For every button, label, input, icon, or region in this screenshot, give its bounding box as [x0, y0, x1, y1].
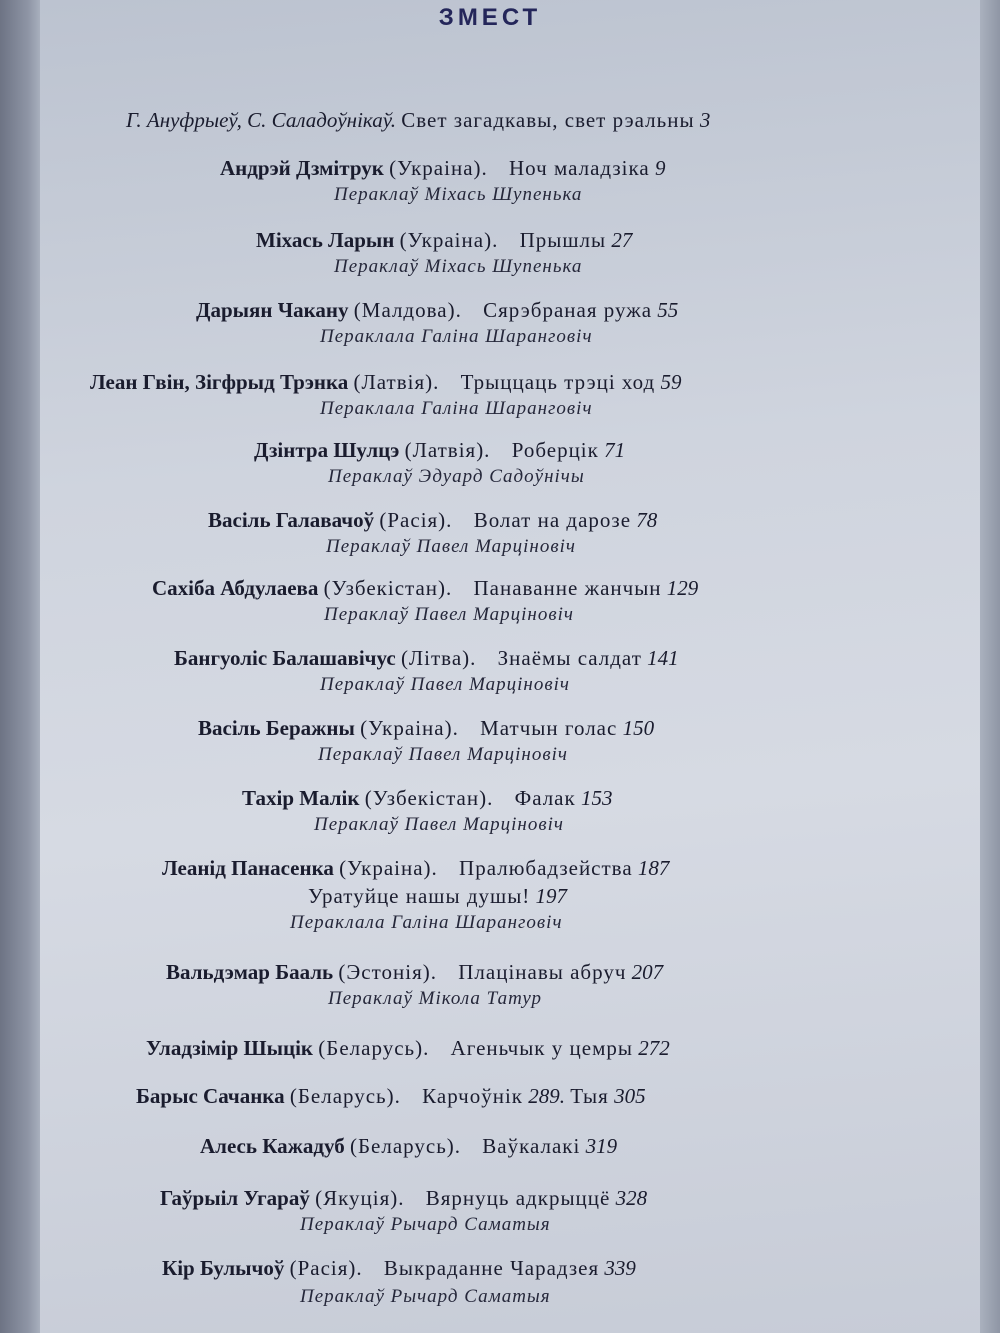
entry-page-number: 59	[660, 370, 682, 394]
entry-translator: Пераклаў Эдуард Садоўнічы	[328, 466, 585, 487]
preface-title: Свет загадкавы, свет рэальны	[401, 108, 695, 132]
toc-entry	[242, 786, 612, 811]
entry-title: Трыццаць трэці ход	[460, 370, 656, 394]
entry-author: Дзінтра Шулцэ	[254, 438, 400, 462]
toc-entry-second-work	[308, 884, 567, 909]
toc-entry	[200, 1134, 617, 1159]
preface-page-number: 3	[699, 108, 711, 132]
entry-translator: Пераклаў Павел Марціновіч	[324, 604, 574, 625]
entry-country: (Украіна).	[339, 856, 438, 880]
entry-country: (Расія).	[289, 1256, 363, 1280]
entry-country: (Украіна).	[399, 228, 499, 252]
entry-author: Бангуоліс Балашавічус	[174, 646, 396, 670]
entry-title: Вярнуць адкрыццё	[425, 1186, 611, 1210]
entry-page-number: 207	[631, 960, 664, 984]
entry-translator: Пераклаў Рычард Саматыя	[300, 1286, 551, 1307]
toc-entry	[196, 298, 678, 323]
toc-entry	[254, 438, 625, 463]
entry-title: Тыя	[570, 1084, 609, 1108]
entry-title: Пралюбадзейства	[459, 856, 633, 880]
toc-entry	[146, 1036, 670, 1061]
toc-entry	[152, 576, 698, 601]
entry-translator: Пераклаў Павел Марціновіч	[314, 814, 564, 835]
entry-author: Вальдэмар Бааль	[166, 960, 334, 984]
page-title: ЗМЕСТ	[438, 4, 542, 31]
entry-author: Тахір Малік	[242, 786, 360, 810]
toc-entry-preface	[126, 108, 710, 133]
preface-authors: Г. Ануфрыеў, С. Саладоўнікаў.	[126, 108, 396, 132]
entry-translator: Пераклаў Павел Марціновіч	[318, 744, 568, 765]
entry-title: Карчоўнік	[422, 1084, 524, 1108]
entry-title: Знаёмы салдат	[497, 646, 642, 670]
entry-title: Выкраданне Чарадзея	[383, 1256, 600, 1280]
entry-author: Уладзімір Шыцік	[146, 1036, 314, 1060]
entry-country: (Украіна).	[360, 716, 459, 740]
entry-page-number: 71	[604, 438, 626, 462]
entry-title: Роберцік	[511, 438, 599, 462]
entry-page-number: 141	[647, 646, 679, 670]
entry-page-number: 272	[638, 1036, 670, 1060]
entry-translator: Пераклаў Павел Марціновіч	[326, 536, 576, 557]
entry-page-number: 9	[654, 156, 666, 180]
toc-entry	[160, 1186, 647, 1211]
entry-page-number: 339	[604, 1256, 636, 1280]
entry-author: Андрэй Дзмітрук	[220, 156, 384, 180]
entry-title: Ноч маладзіка	[509, 156, 650, 180]
entry-translator: Пераклала Галіна Шаранговіч	[320, 326, 593, 347]
entry-title: Фалак	[514, 786, 576, 810]
entry-title: Уратуйце нашы душы!	[308, 884, 531, 908]
entry-translator: Пераклаў Рычард Саматыя	[300, 1214, 551, 1235]
entry-page-number: 305	[614, 1084, 646, 1108]
toc-entry	[90, 370, 681, 395]
entry-country: (Малдова).	[353, 298, 462, 322]
entry-page-number: 187	[637, 856, 670, 880]
entry-author: Васіль Беражны	[198, 716, 355, 740]
toc-entry	[198, 716, 654, 741]
entry-translator: Пераклаў Міхась Шупенька	[334, 184, 583, 205]
entry-page-number: 289.	[528, 1084, 566, 1108]
entry-translator: Пераклала Галіна Шаранговіч	[290, 912, 563, 933]
entry-country: (Узбекістан).	[323, 576, 453, 600]
toc-entry	[208, 508, 657, 533]
entry-country: (Узбекістан).	[364, 786, 494, 810]
entry-title: Панаванне жанчын	[473, 576, 662, 600]
entry-page-number: 197	[535, 884, 568, 908]
entry-author: Леан Гвін, Зігфрыд Трэнка	[90, 370, 349, 394]
entry-translator: Пераклаў Павел Марціновіч	[320, 674, 570, 695]
entry-author: Барыс Сачанка	[136, 1084, 285, 1108]
entry-author: Кір Булычоў	[162, 1256, 285, 1280]
entry-country: (Літва).	[400, 646, 477, 670]
entry-page-number: 150	[622, 716, 655, 740]
entry-page-number: 319	[585, 1134, 618, 1158]
entry-page-number: 27	[611, 228, 633, 252]
entry-title: Матчын голас	[480, 716, 618, 740]
entry-title: Прышлы	[519, 228, 607, 252]
entry-title: Волат на дарозе	[473, 508, 632, 532]
entry-translator: Пераклаў Міхась Шупенька	[334, 256, 583, 277]
toc-entry	[256, 228, 632, 253]
binding-shadow	[0, 0, 40, 1333]
entry-country: (Расія).	[379, 508, 453, 532]
entry-translator: Пераклаў Мікола Татур	[328, 988, 542, 1009]
entry-country: (Эстонія).	[338, 960, 437, 984]
entry-author: Леанід Панасенка	[162, 856, 334, 880]
entry-title: Агеньчык у цемры	[450, 1036, 633, 1060]
entry-page-number: 129	[666, 576, 699, 600]
entry-author: Міхась Ларын	[256, 228, 395, 252]
toc-entry	[136, 1084, 646, 1109]
toc-entry	[162, 856, 669, 881]
entry-author: Васіль Галавачоў	[208, 508, 375, 532]
entry-title: Ваўкалакі	[482, 1134, 581, 1158]
entry-author: Дарыян Чакану	[196, 298, 349, 322]
entry-country: (Беларусь).	[289, 1084, 401, 1108]
entry-page-number: 55	[657, 298, 679, 322]
entry-page-number: 153	[580, 786, 613, 810]
entry-country: (Беларусь).	[349, 1134, 462, 1158]
toc-entry	[166, 960, 663, 985]
page-edge	[980, 0, 1000, 1333]
entry-author: Гаўрыіл Угараў	[160, 1186, 310, 1210]
entry-title: Сярэбраная ружа	[483, 298, 653, 322]
toc-entry	[220, 156, 665, 181]
toc-entry	[162, 1256, 636, 1281]
entry-author: Сахіба Абдулаева	[152, 576, 319, 600]
entry-country: (Беларусь).	[318, 1036, 430, 1060]
entry-title: Плацінавы абруч	[458, 960, 627, 984]
entry-country: (Латвія).	[404, 438, 491, 462]
entry-author: Алесь Кажадуб	[200, 1134, 345, 1158]
entry-page-number: 328	[615, 1186, 648, 1210]
entry-country: (Украіна).	[389, 156, 488, 180]
entry-country: (Якуція).	[315, 1186, 405, 1210]
entry-page-number: 78	[636, 508, 658, 532]
entry-country: (Латвія).	[353, 370, 440, 394]
entry-translator: Пераклала Галіна Шаранговіч	[320, 398, 593, 419]
toc-entry	[174, 646, 679, 671]
